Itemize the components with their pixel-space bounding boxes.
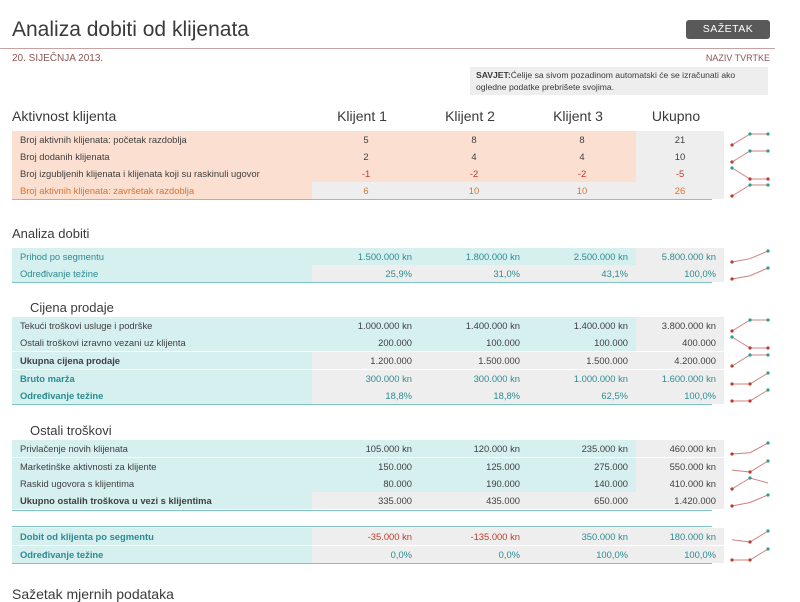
row-label: Određivanje težine: [12, 387, 312, 404]
total-cell: 5.800.000 kn: [636, 248, 724, 265]
client-3-cell[interactable]: 4: [528, 148, 636, 165]
sparkline-activity-3: [728, 182, 772, 199]
sparkline-sales-1: [728, 334, 772, 351]
client-2-cell: 18,8%: [420, 387, 528, 404]
row-label: Određivanje težine: [12, 546, 312, 563]
total-cell: 4.200.000: [636, 352, 724, 369]
client-2-cell: 0,0%: [420, 546, 528, 563]
sparkline-low-point: [730, 399, 733, 402]
row-label: Broj aktivnih klijenata: početak razdoblja: [12, 131, 312, 148]
sparkline-high-point: [748, 318, 751, 321]
client-1-cell[interactable]: -1: [312, 165, 420, 182]
row-label: Dobit od klijenta po segmentu: [12, 528, 312, 545]
client-2-cell[interactable]: -2: [420, 165, 528, 182]
sparkline-sales-0: [728, 317, 772, 334]
sparkline-other-2: [728, 475, 772, 492]
total-cell: 400.000: [636, 334, 724, 351]
sparkline-activity-1: [728, 148, 772, 165]
sparkline-high-point: [766, 459, 769, 462]
sparkline-high-point: [766, 266, 769, 269]
sparkline-high-point: [766, 547, 769, 550]
client-1-cell[interactable]: 80.000: [312, 475, 420, 492]
other-costs-section-title: Ostali troškovi: [30, 423, 112, 438]
tip-text: Ćelije sa sivom pozadinom automatski će se izračunati ako ogledne podatke prebrišete svojima.: [476, 70, 736, 92]
client-2-cell: 10: [420, 182, 528, 199]
sparkline-line: [732, 168, 768, 179]
sparkline-line: [732, 390, 768, 401]
total-cell: 180.000 kn: [636, 528, 724, 545]
sparkline-low-point: [730, 452, 733, 455]
client-1-cell[interactable]: 200.000: [312, 334, 420, 351]
sparkline-high-point: [748, 183, 751, 186]
sparkline-sales-3: [728, 370, 772, 387]
total-cell: 550.000 kn: [636, 458, 724, 475]
total-cell: 10: [636, 148, 724, 165]
sales-cost-section-title: Cijena prodaje: [30, 300, 114, 315]
sparkline-line: [732, 495, 768, 506]
client-3-cell[interactable]: 2.500.000 kn: [528, 248, 636, 265]
sparkline-profit-1: [728, 265, 772, 282]
row-label: Ostali troškovi izravno vezani uz klijenta: [12, 334, 312, 351]
client-1-cell: 25,9%: [312, 265, 420, 282]
sparkline-low-point: [748, 382, 751, 385]
row-label: Marketinške aktivnosti za klijente: [12, 458, 312, 475]
client-2-cell[interactable]: 190.000: [420, 475, 528, 492]
sparkline-high-point: [748, 132, 751, 135]
sparkline-high-point: [766, 493, 769, 496]
total-cell: 1.600.000 kn: [636, 370, 724, 387]
total-cell: 3.800.000 kn: [636, 317, 724, 334]
sparkline-low-point: [748, 540, 751, 543]
client-3-cell[interactable]: 235.000 kn: [528, 440, 636, 457]
client-2-cell[interactable]: 1.800.000 kn: [420, 248, 528, 265]
client-1-cell[interactable]: 2: [312, 148, 420, 165]
sparkline-profit-0: [728, 248, 772, 265]
activity-bottom-border: [12, 199, 712, 200]
total-cell: 460.000 kn: [636, 440, 724, 457]
client-1-cell: 6: [312, 182, 420, 199]
sparkline-high-point: [766, 371, 769, 374]
summary-button[interactable]: SAŽETAK: [686, 20, 770, 39]
total-cell: -5: [636, 165, 724, 182]
sparkline-low-point: [730, 260, 733, 263]
sparkline-sales-2: [728, 352, 772, 369]
row-label: Broj aktivnih klijenata: završetak razdoblja: [12, 182, 312, 199]
sparkline-other-0: [728, 440, 772, 457]
sparkline-line: [732, 251, 768, 262]
sparkline-segment-0: [728, 528, 772, 545]
client-2-cell: 31,0%: [420, 265, 528, 282]
total-cell: 100,0%: [636, 546, 724, 563]
segment-bottom-border: [12, 563, 712, 564]
tip-box: [470, 67, 768, 95]
segment-top-border: [12, 526, 712, 527]
sparkline-line: [732, 461, 768, 472]
sparkline-line: [732, 320, 768, 331]
column-header-total: Ukupno: [651, 108, 701, 124]
tip-label: SAVJET:: [476, 70, 511, 80]
sparkline-high-point: [748, 476, 751, 479]
total-cell: 410.000 kn: [636, 475, 724, 492]
row-label: Raskid ugovora s klijentima: [12, 475, 312, 492]
client-1-cell[interactable]: 5: [312, 131, 420, 148]
client-3-cell[interactable]: 275.000: [528, 458, 636, 475]
row-label: Određivanje težine: [12, 265, 312, 282]
sparkline-line: [732, 355, 768, 366]
sparkline-line: [732, 337, 768, 348]
sparkline-low-point: [748, 399, 751, 402]
sparkline-high-point: [766, 388, 769, 391]
client-1-cell[interactable]: 105.000 kn: [312, 440, 420, 457]
client-2-cell: 435.000: [420, 492, 528, 509]
client-3-cell[interactable]: -2: [528, 165, 636, 182]
sparkline-high-point: [766, 353, 769, 356]
client-3-cell: 650.000: [528, 492, 636, 509]
client-2-cell[interactable]: 120.000 kn: [420, 440, 528, 457]
metrics-section-title: Sažetak mjernih podataka: [12, 586, 174, 602]
sparkline-line: [732, 268, 768, 279]
sparkline-line: [732, 185, 768, 196]
sparkline-high-point: [748, 353, 751, 356]
sparkline-low-point: [766, 177, 769, 180]
column-header-client-3[interactable]: Klijent 3: [553, 108, 603, 124]
sparkline-low-point: [748, 346, 751, 349]
row-label: Privlačenje novih klijenata: [12, 440, 312, 457]
other-bottom-border: [12, 510, 712, 511]
sparkline-line: [732, 373, 768, 384]
sparkline-low-point: [730, 558, 733, 561]
company-name[interactable]: NAZIV TVRTKE: [705, 53, 770, 63]
sparkline-high-point: [766, 132, 769, 135]
client-2-cell[interactable]: 1.400.000 kn: [420, 317, 528, 334]
client-1-cell[interactable]: 1.500.000 kn: [312, 248, 420, 265]
sparkline-activity-2: [728, 165, 772, 182]
row-label: Bruto marža: [12, 370, 312, 387]
client-3-cell: 1.500.000: [528, 352, 636, 369]
client-1-cell: 18,8%: [312, 387, 420, 404]
sparkline-low-point: [730, 277, 733, 280]
row-label: Broj dodanih klijenata: [12, 148, 312, 165]
sparkline-line: [732, 443, 768, 454]
sparkline-low-point: [730, 160, 733, 163]
sparkline-segment-1: [728, 546, 772, 563]
client-3-cell[interactable]: 8: [528, 131, 636, 148]
sparkline-low-point: [730, 194, 733, 197]
sparkline-low-point: [748, 177, 751, 180]
client-3-cell: 10: [528, 182, 636, 199]
sparkline-low-point: [730, 487, 733, 490]
sparkline-sales-4: [728, 387, 772, 404]
sparkline-low-point: [730, 329, 733, 332]
sparkline-low-point: [748, 470, 751, 473]
client-1-cell[interactable]: 1.000.000 kn: [312, 317, 420, 334]
report-date[interactable]: 20. SIJEČNJA 2013.: [12, 53, 104, 64]
sparkline-activity-0: [728, 131, 772, 148]
sales-bottom-border: [12, 404, 712, 405]
sparkline-line: [732, 549, 768, 560]
total-cell: 26: [636, 182, 724, 199]
sparkline-line: [732, 151, 768, 162]
sparkline-low-point: [730, 382, 733, 385]
client-1-cell: 0,0%: [312, 546, 420, 563]
page-title: Analiza dobiti od klijenata: [12, 18, 249, 41]
sparkline-other-3: [728, 492, 772, 509]
sparkline-low-point: [730, 143, 733, 146]
activity-section-title: Aktivnost klijenta: [12, 108, 117, 124]
sparkline-line: [732, 478, 768, 489]
profit-section-title: Analiza dobiti: [12, 226, 90, 241]
client-3-cell: 100,0%: [528, 546, 636, 563]
total-cell: 100,0%: [636, 387, 724, 404]
sparkline-low-point: [748, 558, 751, 561]
client-2-cell: 1.500.000: [420, 352, 528, 369]
client-3-cell: 1.000.000 kn: [528, 370, 636, 387]
client-1-cell: -35.000 kn: [312, 528, 420, 545]
sparkline-other-1: [728, 458, 772, 475]
sparkline-high-point: [730, 335, 733, 338]
sparkline-low-point: [730, 504, 733, 507]
client-3-cell: 43,1%: [528, 265, 636, 282]
sparkline-low-point: [730, 364, 733, 367]
client-1-cell: 335.000: [312, 492, 420, 509]
sparkline-high-point: [748, 149, 751, 152]
sparkline-high-point: [766, 318, 769, 321]
sparkline-low-point: [766, 346, 769, 349]
client-3-cell: 62,5%: [528, 387, 636, 404]
client-2-cell[interactable]: 8: [420, 131, 528, 148]
row-label: Tekući troškovi usluge i podrške: [12, 317, 312, 334]
column-header-client-1[interactable]: Klijent 1: [337, 108, 387, 124]
total-cell: 21: [636, 131, 724, 148]
total-cell: 1.420.000: [636, 492, 724, 509]
row-label: Prihod po segmentu: [12, 248, 312, 265]
client-1-cell: 300.000 kn: [312, 370, 420, 387]
sparkline-line: [732, 531, 768, 542]
client-1-cell: 1.200.000: [312, 352, 420, 369]
client-3-cell[interactable]: 140.000: [528, 475, 636, 492]
sparkline-high-point: [766, 529, 769, 532]
client-1-cell[interactable]: 150.000: [312, 458, 420, 475]
sparkline-high-point: [766, 249, 769, 252]
row-label: Ukupna cijena prodaje: [12, 352, 312, 369]
row-label: Broj izgubljenih klijenata i klijenata koji su raskinuli ugovor: [12, 165, 312, 182]
header-divider: [0, 48, 775, 49]
sparkline-high-point: [766, 183, 769, 186]
client-2-cell: -135.000 kn: [420, 528, 528, 545]
row-label: Ukupno ostalih troškova u vezi s klijentima: [12, 492, 312, 509]
client-2-cell[interactable]: 4: [420, 148, 528, 165]
sparkline-high-point: [730, 166, 733, 169]
sparkline-high-point: [766, 149, 769, 152]
profit-bottom-border: [12, 282, 712, 283]
client-2-cell[interactable]: 100.000: [420, 334, 528, 351]
column-header-client-2[interactable]: Klijent 2: [445, 108, 495, 124]
client-3-cell: 350.000 kn: [528, 528, 636, 545]
total-cell: 100,0%: [636, 265, 724, 282]
client-2-cell[interactable]: 125.000: [420, 458, 528, 475]
client-2-cell: 300.000 kn: [420, 370, 528, 387]
sparkline-line: [732, 134, 768, 145]
sparkline-high-point: [766, 441, 769, 444]
client-3-cell[interactable]: 1.400.000 kn: [528, 317, 636, 334]
client-3-cell[interactable]: 100.000: [528, 334, 636, 351]
